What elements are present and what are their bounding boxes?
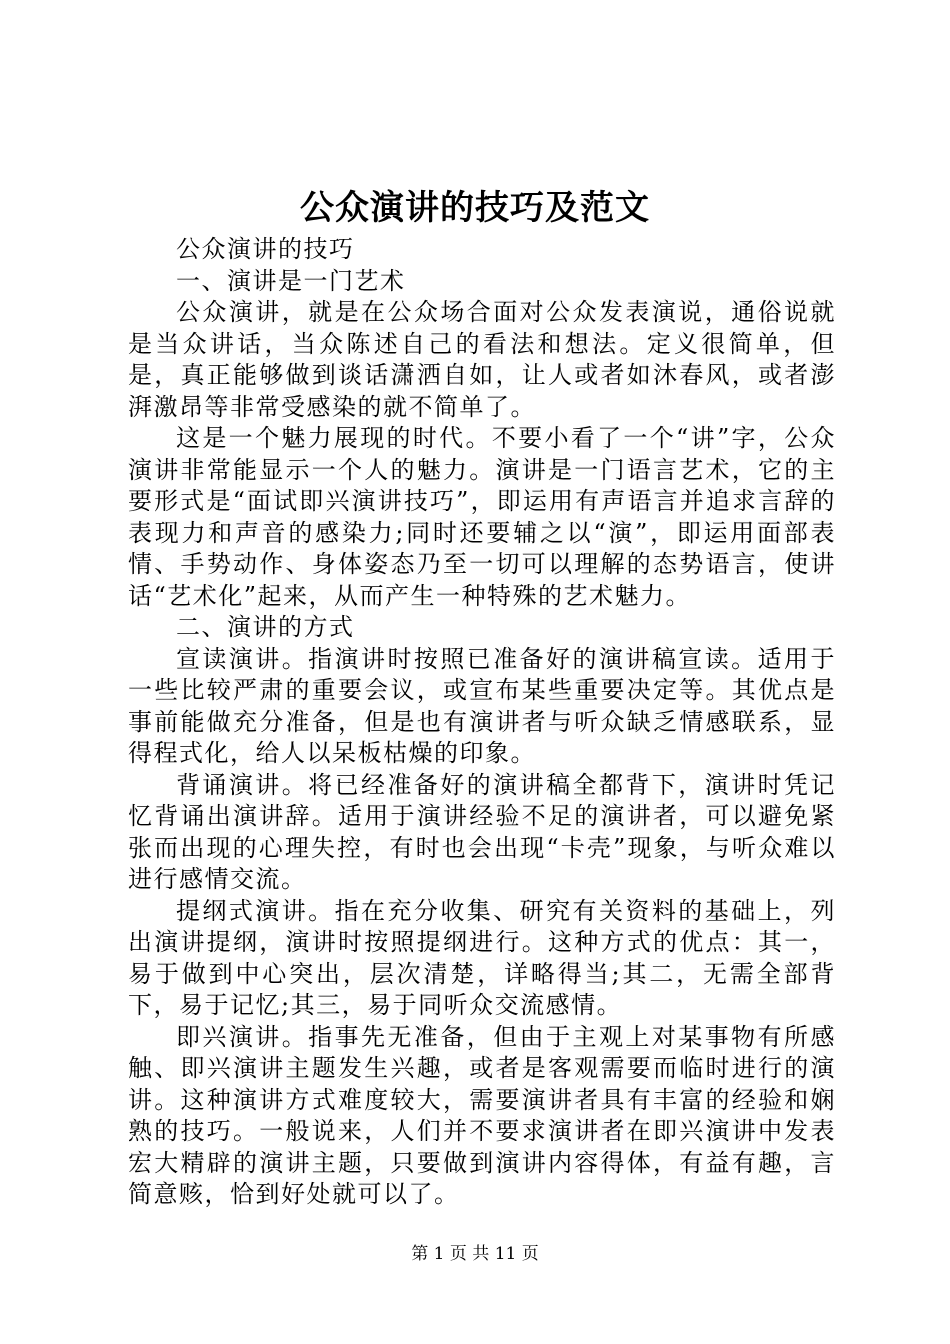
paragraph: 提纲式演讲。指在充分收集、研究有关资料的基础上，列出演讲提纲，演讲时按照提纲进行。这种方式的优点：其一，易于做到中心突出，层次清楚，详略得当;其二，无需全部背下，易于记忆;其三，易于同听众交流感情。	[128, 896, 836, 1019]
subsection-heading: 二、演讲的方式	[176, 613, 355, 641]
document-body	[128, 234, 836, 1211]
paragraph: 背诵演讲。将已经准备好的演讲稿全都背下，演讲时凭记忆背诵出演讲辞。适用于演讲经验不足的演讲者，可以避免紧张而出现的心理失控，有时也会出现“卡壳”现象，与听众难以进行感情交流。	[128, 770, 836, 893]
paragraph: 即兴演讲。指事先无准备，但由于主观上对某事物有所感触、即兴演讲主题发生兴趣，或者是客观需要而临时进行的演讲。这种演讲方式难度较大，需要演讲者具有丰富的经验和娴熟的技巧。一般说来，人们并不要求演讲者在即兴演讲中发表宏大精辟的演讲主题，只要做到演讲内容得体，有益有趣，言简意赅，恰到好处就可以了。	[128, 1022, 836, 1208]
page-number-footer: 第 1 页 共 11 页	[411, 1244, 539, 1264]
paragraph: 这是一个魅力展现的时代。不要小看了一个“讲”字，公众演讲非常能显示一个人的魅力。演讲是一门语言艺术，它的主要形式是“面试即兴演讲技巧”，即运用有声语言并追求言辞的表现力和声音的感染力;同时还要辅之以“演”，即运用面部表情、手势动作、身体姿态乃至一切可以理解的态势语言，使讲话“艺术化”起来，从而产生一种特殊的艺术魅力。	[128, 424, 836, 610]
paragraph: 宣读演讲。指演讲时按照已准备好的演讲稿宣读。适用于一些比较严肃的重要会议，或宣布某些重要决定等。其优点是事前能做充分准备，但是也有演讲者与听众缺乏情感联系，显得程式化，给人以呆板枯燥的印象。	[128, 644, 836, 767]
section-heading: 公众演讲的技巧	[176, 235, 355, 263]
subsection-heading: 一、演讲是一门艺术	[176, 266, 406, 295]
paragraph: 公众演讲，就是在公众场合面对公众发表演说，通俗说就是当众讲话，当众陈述自己的看法和想法。定义很简单，但是，真正能够做到谈话潇洒自如，让人或者如沐春风，或者澎湃激昂等非常受感染的就不简单了。	[128, 298, 836, 421]
document-title: 公众演讲的技巧及范文	[300, 188, 650, 228]
